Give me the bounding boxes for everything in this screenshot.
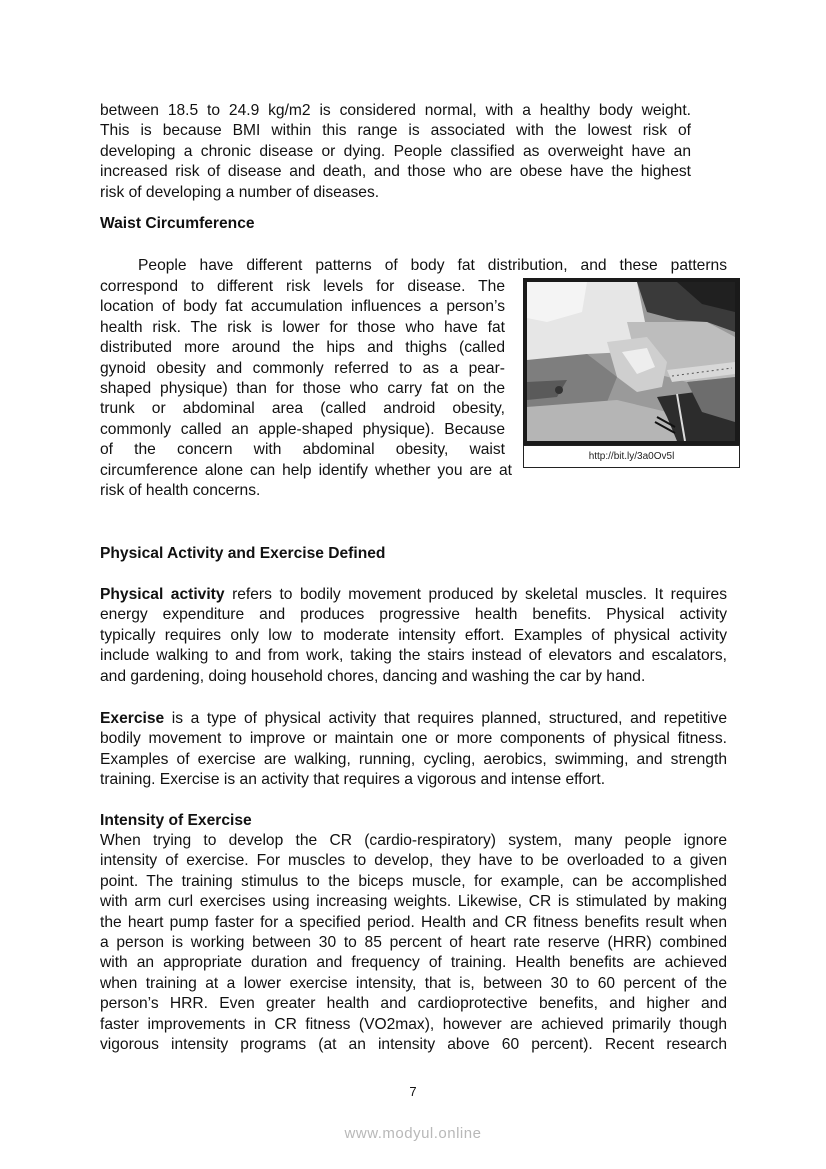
text-line: shaped physique) than for those who carry fat on the bbox=[100, 379, 505, 397]
waist-first-line bbox=[138, 256, 727, 276]
text-line: circumference alone can help identify whether you are at bbox=[100, 461, 512, 479]
text-line: typically requires only low to moderate intensity effort. Examples of physical activity bbox=[100, 626, 727, 644]
text-line: a person is working between 30 to 85 percent of heart rate reserve (HRR) combined bbox=[100, 933, 727, 951]
text-line: When trying to develop the CR (cardio-respiratory) system, many people ignore bbox=[100, 832, 727, 849]
exercise-term: Exercise bbox=[100, 710, 165, 727]
text-line: location of body fat accumulation influences a person’s bbox=[100, 298, 505, 316]
text-line: include walking to and from work, taking the stairs instead of elevators and escalators, bbox=[100, 647, 727, 665]
text-line: person’s HRR. Even greater health and cardioprotective benefits, and higher and bbox=[100, 995, 727, 1013]
text-line: developing a chronic disease or dying. People classified as overweight have an bbox=[100, 142, 691, 160]
text-line: when training at a lower exercise intensity, that is, between 30 to 60 percent of the bbox=[100, 974, 727, 992]
text-line: energy expenditure and produces progressive health benefits. Physical activity bbox=[100, 606, 727, 624]
waist-tape-image-icon bbox=[527, 282, 735, 441]
text-line: gynoid obesity and commonly referred to as a pear- bbox=[100, 359, 505, 377]
text-line: increased risk of disease and death, and those who are obese have the highest bbox=[100, 163, 691, 181]
text-line: People have different patterns of body fat distribution, and these patterns bbox=[138, 257, 727, 274]
text-line: point. The training stimulus to the biceps muscle, for example, can be accomplished bbox=[100, 872, 727, 890]
text-fragment: refers to bodily movement produced by skeletal muscles. It requires bbox=[224, 586, 728, 603]
text-line: bodily movement to improve or maintain one or more components of physical fitness. bbox=[100, 730, 727, 748]
text-line: Examples of exercise are walking, running, cycling, aerobics, swimming, and strength bbox=[100, 750, 727, 768]
text-line: risk of health concerns. bbox=[100, 481, 261, 499]
text-line: faster improvements in CR fitness (VO2max), however are achieved primarily though bbox=[100, 1015, 727, 1033]
bmi-paragraph bbox=[100, 101, 691, 203]
page-number: 7 bbox=[409, 1084, 417, 1099]
intensity-heading: Intensity of Exercise bbox=[100, 812, 252, 829]
text-line: health risk. The risk is lower for those who have fat bbox=[100, 318, 505, 336]
text-line: vigorous intensity programs (at an intensity above 60 percent). Recent research bbox=[100, 1035, 727, 1053]
watermark: www.modyul.online bbox=[344, 1125, 482, 1142]
text-line: This is because BMI within this range is associated with the lowest risk of bbox=[100, 122, 691, 140]
physical-activity-paragraph bbox=[100, 585, 727, 687]
text-line bbox=[100, 709, 727, 729]
waist-paragraph bbox=[100, 277, 512, 501]
exercise-paragraph bbox=[100, 709, 727, 791]
intensity-paragraph bbox=[100, 831, 727, 1055]
text-line: commonly called an apple-shaped physique). Because bbox=[100, 420, 505, 438]
pa-exercise-heading: Physical Activity and Exercise Defined bbox=[100, 545, 386, 562]
physical-activity-term: Physical activity bbox=[100, 586, 225, 603]
text-line: the heart pump faster for a specified period. Health and CR fitness benefits result when bbox=[100, 913, 727, 931]
text-line: and gardening, doing household chores, dancing and washing the car by hand. bbox=[100, 667, 646, 685]
waist-measure-figure bbox=[523, 278, 740, 468]
text-line: between 18.5 to 24.9 kg/m2 is considered normal, with a healthy body weight. bbox=[100, 102, 691, 119]
text-fragment: is a type of physical activity that requires planned, structured, and repetitive bbox=[164, 710, 727, 727]
text-line: training. Exercise is an activity that requires a vigorous and intense effort. bbox=[100, 771, 606, 789]
text-line: intensity of exercise. For muscles to develop, they have to be overloaded to a given bbox=[100, 852, 727, 870]
text-line: trunk or abdominal area (called android obesity, bbox=[100, 400, 505, 418]
waist-measure-photo bbox=[523, 278, 740, 445]
text-line: distributed more around the hips and thighs (called bbox=[100, 339, 505, 357]
text-line: correspond to different risk levels for disease. The bbox=[100, 278, 505, 295]
figure-caption-link[interactable]: http://bit.ly/3a0Ov5l bbox=[523, 445, 740, 468]
text-line: with arm curl exercises using increasing weights. Likewise, CR is stimulated by making bbox=[100, 893, 727, 911]
text-line: of the concern with abdominal obesity, waist bbox=[100, 441, 505, 459]
text-line: with an appropriate duration and frequency of training. Health benefits are achieved bbox=[100, 954, 727, 972]
text-line bbox=[100, 585, 727, 605]
text-line: risk of developing a number of diseases. bbox=[100, 183, 380, 201]
waist-circumference-heading: Waist Circumference bbox=[100, 215, 255, 232]
